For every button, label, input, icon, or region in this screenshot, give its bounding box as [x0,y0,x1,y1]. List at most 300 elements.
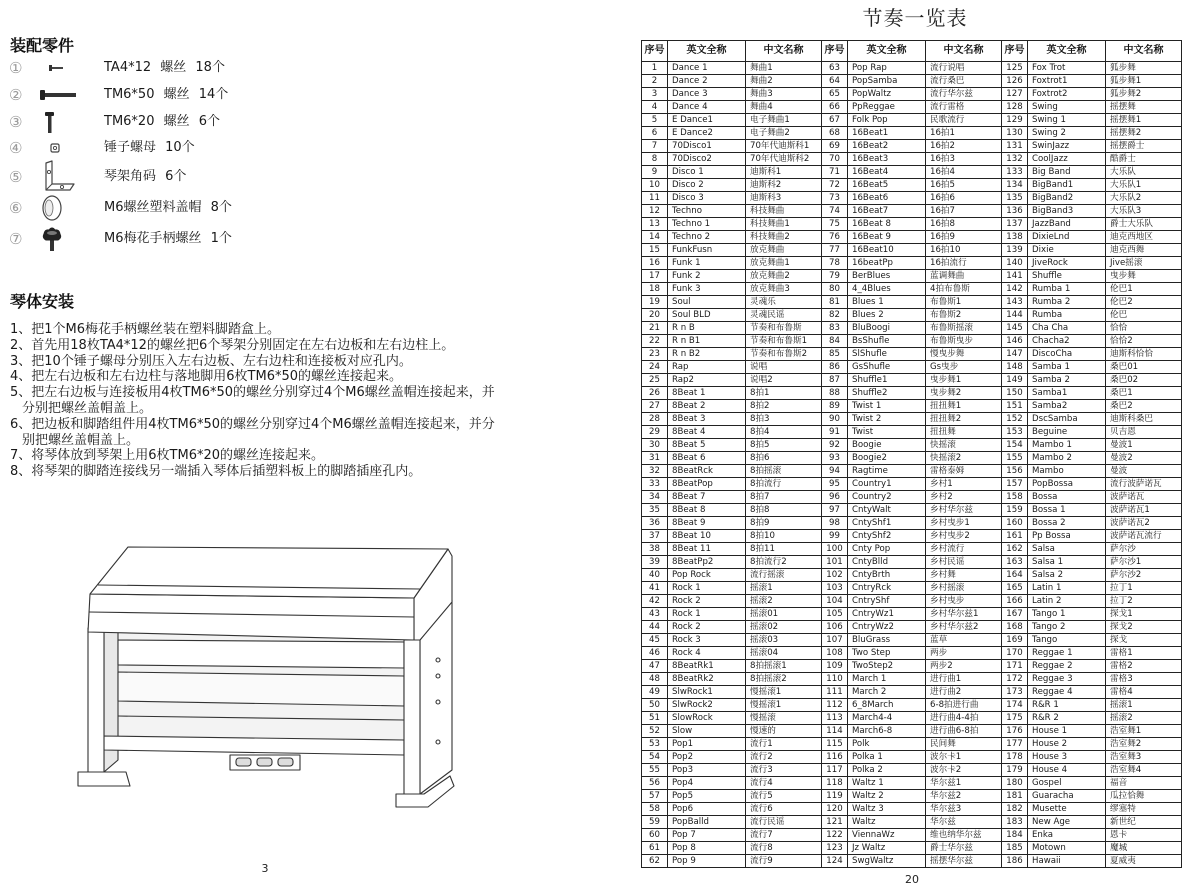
rhythm-english-name: R&R 1 [1028,699,1106,712]
rhythm-english-name: Rumba 1 [1028,283,1106,296]
rhythm-english-name: CntryWz1 [848,608,926,621]
rhythm-number: 137 [1002,218,1028,231]
rhythm-chinese-name: 迪斯科恰恰 [1106,348,1182,361]
rhythm-chinese-name: 缪塞特 [1106,803,1182,816]
rhythm-chinese-name: 8拍9 [746,517,822,530]
rhythm-english-name: Blues 1 [848,296,926,309]
table-row [642,569,1182,582]
rhythm-english-name: DixieLnd [1028,231,1106,244]
rhythm-chinese-name: 大乐队 [1106,166,1182,179]
rhythm-chinese-name: 摇摆舞 [1106,101,1182,114]
part-item [0,81,320,109]
rhythm-number: 150 [1002,387,1028,400]
table-row [642,88,1182,101]
rhythm-chinese-name: 16拍7 [926,205,1002,218]
table-row [642,608,1182,621]
rhythm-chinese-name: 流行3 [746,764,822,777]
rhythm-chinese-name: 爵士大乐队 [1106,218,1182,231]
rhythm-english-name: Rap [668,361,746,374]
rhythm-number: 62 [642,855,668,868]
part-item [0,134,320,162]
rhythm-chinese-name: 乡村曳步 [926,595,1002,608]
rhythm-number: 65 [822,88,848,101]
rhythm-chinese-name: 慢摇滚1 [746,699,822,712]
rhythm-number: 158 [1002,491,1028,504]
rhythm-english-name: TwoStep2 [848,660,926,673]
rhythm-english-name: 4_4Blues [848,283,926,296]
rhythm-number: 10 [642,179,668,192]
rhythm-chinese-name: 探戈2 [1106,621,1182,634]
table-row [642,270,1182,283]
rhythm-chinese-name: 4拍布鲁斯 [926,283,1002,296]
rhythm-number: 86 [822,361,848,374]
rhythm-english-name: 8BeatRk2 [668,673,746,686]
rhythm-english-name: Polk [848,738,926,751]
rhythm-number: 17 [642,270,668,283]
rhythm-number: 127 [1002,88,1028,101]
rhythm-english-name: Cnty Pop [848,543,926,556]
rhythm-english-name: Salsa [1028,543,1106,556]
rhythm-chinese-name: 摇滚2 [1106,712,1182,725]
rhythm-english-name: Funk 1 [668,257,746,270]
rhythm-english-name: Dance 4 [668,101,746,114]
table-row [642,530,1182,543]
rhythm-chinese-name: 扭扭舞1 [926,400,1002,413]
rhythm-english-name: 8Beat 5 [668,439,746,452]
rhythm-english-name: Boogie [848,439,926,452]
rhythm-number: 9 [642,166,668,179]
part-item [0,194,320,222]
rhythm-number: 12 [642,205,668,218]
rhythm-english-name: PopBalld [668,816,746,829]
rhythm-english-name: CntyBrth [848,569,926,582]
rhythm-number: 122 [822,829,848,842]
rhythm-chinese-name: 16拍3 [926,153,1002,166]
rhythm-english-name: SlwRock1 [668,686,746,699]
table-row [642,725,1182,738]
rhythm-chinese-name: 慢曳步舞 [926,348,1002,361]
rhythm-chinese-name: 贝吉恩 [1106,426,1182,439]
rhythm-chinese-name: 流行8 [746,842,822,855]
rhythm-english-name: Twist 1 [848,400,926,413]
plastic-cap-icon [36,194,80,222]
rhythm-english-name: Pop 8 [668,842,746,855]
rhythm-number: 49 [642,686,668,699]
rhythm-number: 95 [822,478,848,491]
left-page [0,0,590,889]
rhythm-english-name: FunkFusn [668,244,746,257]
rhythm-english-name: CntryWz2 [848,621,926,634]
rhythm-english-name: Tango 2 [1028,621,1106,634]
rhythm-number: 47 [642,660,668,673]
rhythm-number: 38 [642,543,668,556]
rhythm-english-name: Soul [668,296,746,309]
rhythm-english-name: E Dance2 [668,127,746,140]
rhythm-number: 16 [642,257,668,270]
rhythm-number: 5 [642,114,668,127]
rhythm-number: 58 [642,803,668,816]
rhythm-english-name: Country2 [848,491,926,504]
rhythm-english-name: Samba2 [1028,400,1106,413]
rhythm-chinese-name: 摇滚01 [746,608,822,621]
rhythm-number: 183 [1002,816,1028,829]
rhythm-number: 139 [1002,244,1028,257]
table-row [642,699,1182,712]
rhythm-number: 145 [1002,322,1028,335]
rhythm-english-name: DscSamba [1028,413,1106,426]
rhythm-english-name: DiscoCha [1028,348,1106,361]
rhythm-english-name: Guaracha [1028,790,1106,803]
rhythm-english-name: Foxtrot2 [1028,88,1106,101]
rhythm-number: 186 [1002,855,1028,868]
rhythm-number: 176 [1002,725,1028,738]
table-row [642,517,1182,530]
rhythm-chinese-name: 8拍10 [746,530,822,543]
table-row [642,556,1182,569]
rhythm-number: 114 [822,725,848,738]
rhythm-number: 129 [1002,114,1028,127]
rhythm-english-name: Swing 2 [1028,127,1106,140]
rhythm-number: 155 [1002,452,1028,465]
rhythm-number: 160 [1002,517,1028,530]
table-row [642,426,1182,439]
rhythm-number: 102 [822,569,848,582]
rhythm-english-name: Rock 2 [668,621,746,634]
table-row [642,439,1182,452]
rhythm-english-name: BigBand3 [1028,205,1106,218]
rhythm-number: 111 [822,686,848,699]
rhythm-number: 117 [822,764,848,777]
rhythm-english-name: Tango [1028,634,1106,647]
rhythm-number: 43 [642,608,668,621]
rhythm-english-name: 16Beat6 [848,192,926,205]
rhythm-number: 8 [642,153,668,166]
rhythm-chinese-name: 8拍摇滚1 [746,660,822,673]
rhythm-chinese-name: 雷格3 [1106,673,1182,686]
rhythm-english-name: Pp Bossa [1028,530,1106,543]
page-number: 20 [905,873,919,886]
rhythm-english-name: Rock 3 [668,634,746,647]
rhythm-chinese-name: 探戈 [1106,634,1182,647]
rhythm-number: 85 [822,348,848,361]
rhythm-number: 167 [1002,608,1028,621]
rhythm-number: 67 [822,114,848,127]
rhythm-chinese-name: 大乐队1 [1106,179,1182,192]
rhythm-english-name: Dance 2 [668,75,746,88]
rhythm-chinese-name: 乡村曳步2 [926,530,1002,543]
rhythm-english-name: March 2 [848,686,926,699]
rhythm-number: 149 [1002,374,1028,387]
table-row [642,673,1182,686]
rhythm-chinese-name: 乡村流行 [926,543,1002,556]
rhythm-english-name: SlShufle [848,348,926,361]
rhythm-chinese-name: 摇滚1 [746,582,822,595]
assembly-step: 1、把1个M6梅花手柄螺丝装在塑料脚踏盒上。 [10,322,281,337]
table-row [642,712,1182,725]
rhythm-chinese-name: 8拍5 [746,439,822,452]
table-row [642,829,1182,842]
rhythm-chinese-name: 探戈1 [1106,608,1182,621]
rhythm-english-name: Samba 2 [1028,374,1106,387]
rhythm-number: 45 [642,634,668,647]
rhythm-english-name: Blues 2 [848,309,926,322]
rhythm-english-name: Gospel [1028,777,1106,790]
table-row [642,101,1182,114]
rhythm-chinese-name: 蓝调舞曲 [926,270,1002,283]
rhythm-chinese-name: 桑巴02 [1106,374,1182,387]
rhythm-chinese-name: 流行雷格 [926,101,1002,114]
rhythm-chinese-name: 乡村民谣 [926,556,1002,569]
rhythm-english-name: 16Beat4 [848,166,926,179]
rhythm-english-name: BluGrass [848,634,926,647]
rhythm-chinese-name: 节奏和布鲁斯 [746,322,822,335]
rhythm-chinese-name: 迪斯科桑巴 [1106,413,1182,426]
rhythm-english-name: Soul BLD [668,309,746,322]
rhythm-english-name: 8Beat 10 [668,530,746,543]
rhythm-number: 25 [642,374,668,387]
assembly-step: 5、把左右边板与连接板用4枚TM6*50的螺丝分别穿过4个M6螺丝盖帽连接起来，并分别把螺丝盖帽盖上。 [10,385,495,416]
rhythm-number: 83 [822,322,848,335]
rhythm-chinese-name: 伦巴 [1106,309,1182,322]
rhythm-chinese-name: 舞曲2 [746,75,822,88]
rhythm-number: 7 [642,140,668,153]
rhythm-number: 51 [642,712,668,725]
assembly-step: 8、将琴架的脚踏连接线另一端插入琴体后插塑料板上的脚踏插座孔内。 [10,464,422,480]
rhythm-number: 121 [822,816,848,829]
rhythm-number: 151 [1002,400,1028,413]
table-row [642,686,1182,699]
table-row [642,621,1182,634]
rhythm-chinese-name: 灵魂乐 [746,296,822,309]
rhythm-number: 112 [822,699,848,712]
table-row [642,179,1182,192]
table-row [642,231,1182,244]
rhythm-english-name: 70Disco2 [668,153,746,166]
rhythm-number: 13 [642,218,668,231]
rhythm-chinese-name: 乡村曳步1 [926,517,1002,530]
rhythm-chinese-name: Gs曳步 [926,361,1002,374]
table-row [642,374,1182,387]
rhythm-chinese-name: 灵魂民谣 [746,309,822,322]
knob-screw-icon [36,225,80,253]
rhythm-number: 168 [1002,621,1028,634]
table-row [642,777,1182,790]
rhythm-number: 148 [1002,361,1028,374]
rhythm-number: 72 [822,179,848,192]
rhythm-chinese-name: 桑巴1 [1106,387,1182,400]
rhythm-chinese-name: 舞曲3 [746,88,822,101]
rhythm-english-name: BerBlues [848,270,926,283]
hammer-nut-icon [36,134,80,162]
table-row [642,75,1182,88]
rhythm-number: 153 [1002,426,1028,439]
page-title: 节奏一览表 [862,6,968,30]
rhythm-number: 70 [822,153,848,166]
rhythm-number: 84 [822,335,848,348]
rhythm-chinese-name: 爵士华尔兹 [926,842,1002,855]
rhythm-chinese-name: 快摇滚 [926,439,1002,452]
rhythm-english-name: 8Beat 8 [668,504,746,517]
table-body [642,62,1182,868]
rhythm-chinese-name: 乡村华尔兹 [926,504,1002,517]
rhythm-number: 105 [822,608,848,621]
rhythm-chinese-name: 70年代迪斯科2 [746,153,822,166]
rhythm-number: 41 [642,582,668,595]
rhythm-number: 24 [642,361,668,374]
rhythm-chinese-name: 浩室舞1 [1106,725,1182,738]
rhythm-number: 23 [642,348,668,361]
table-row [642,803,1182,816]
rhythm-english-name: Salsa 1 [1028,556,1106,569]
long-bolt-icon [36,81,80,109]
rhythm-number: 75 [822,218,848,231]
page-number: 3 [261,862,269,875]
rhythm-english-name: Techno 2 [668,231,746,244]
rhythm-chinese-name: 流行说唱 [926,62,1002,75]
rhythm-chinese-name: 桑巴2 [1106,400,1182,413]
rhythm-number: 74 [822,205,848,218]
rhythm-number: 169 [1002,634,1028,647]
rhythm-number: 147 [1002,348,1028,361]
rhythm-english-name: Foxtrot1 [1028,75,1106,88]
rhythm-number: 34 [642,491,668,504]
rhythm-number: 146 [1002,335,1028,348]
rhythm-chinese-name: 说唱 [746,361,822,374]
rhythm-english-name: Pop Rock [668,569,746,582]
rhythm-english-name: Two Step [848,647,926,660]
rhythm-english-name: Disco 1 [668,166,746,179]
rhythm-chinese-name: 乡村华尔兹2 [926,621,1002,634]
rhythm-chinese-name: 波尔卡1 [926,751,1002,764]
rhythm-chinese-name: 伦巴1 [1106,283,1182,296]
rhythm-english-name: Bossa [1028,491,1106,504]
rhythm-number: 46 [642,647,668,660]
rhythm-english-name: 8Beat 2 [668,400,746,413]
rhythm-number: 118 [822,777,848,790]
rhythm-chinese-name: 狐步舞2 [1106,88,1182,101]
rhythm-english-name: Mambo 1 [1028,439,1106,452]
rhythm-english-name: House 4 [1028,764,1106,777]
rhythm-number: 21 [642,322,668,335]
rhythm-english-name: R n B1 [668,335,746,348]
rhythm-english-name: Rumba 2 [1028,296,1106,309]
rhythm-chinese-name: 流行华尔兹 [926,88,1002,101]
rhythm-number: 108 [822,647,848,660]
rhythm-number: 69 [822,140,848,153]
rhythm-number: 107 [822,634,848,647]
rhythm-english-name: Pop6 [668,803,746,816]
rhythm-number: 66 [822,101,848,114]
rhythm-number: 142 [1002,283,1028,296]
rhythm-number: 40 [642,569,668,582]
assembly-step: 4、把左右边板和左右边柱与落地脚用6枚TM6*50的螺丝连接起来。 [10,369,403,385]
rhythm-number: 2 [642,75,668,88]
rhythm-english-name: Reggae 2 [1028,660,1106,673]
rhythm-english-name: 6_8March [848,699,926,712]
rhythm-chinese-name: Jive摇滚 [1106,257,1182,270]
rhythm-chinese-name: 流行民谣 [746,816,822,829]
rhythm-english-name: Disco 2 [668,179,746,192]
rhythm-number: 53 [642,738,668,751]
assembly-step: 3、把10个锤子螺母分别压入左右边板、左右边柱和连接板对应孔内。 [10,353,412,369]
rhythm-chinese-name: 华尔兹2 [926,790,1002,803]
rhythm-number: 135 [1002,192,1028,205]
rhythm-number: 71 [822,166,848,179]
rhythm-chinese-name: 8拍摇滚 [746,465,822,478]
rhythm-number: 1 [642,62,668,75]
rhythm-number: 11 [642,192,668,205]
table-row [642,855,1182,868]
rhythm-chinese-name: 乡村舞 [926,569,1002,582]
rhythm-english-name: CntyShf1 [848,517,926,530]
table-row [642,127,1182,140]
part-marker: ② [9,86,23,104]
rhythm-chinese-name: 民歌流行 [926,114,1002,127]
rhythm-english-name: 8Beat 11 [668,543,746,556]
rhythm-english-name: Swing [1028,101,1106,114]
rhythm-chinese-name: 慢摇滚 [746,712,822,725]
rhythm-number: 92 [822,439,848,452]
table-row [642,816,1182,829]
part-label: TA4*12 螺丝 18个 [104,60,225,75]
rhythm-english-name: 16Beat 8 [848,218,926,231]
rhythm-number: 152 [1002,413,1028,426]
rhythm-english-name: Rap2 [668,374,746,387]
rhythm-english-name: Rock 4 [668,647,746,660]
header-chinese-name: 中文名称 [1106,41,1182,62]
rhythm-chinese-name: 波尔卡2 [926,764,1002,777]
part-marker: ① [9,59,23,77]
rhythm-number: 173 [1002,686,1028,699]
rhythm-chinese-name: 波萨诺瓦1 [1106,504,1182,517]
rhythm-english-name: Cha Cha [1028,322,1106,335]
rhythm-english-name: Polka 2 [848,764,926,777]
rhythm-chinese-name: 狐步舞 [1106,62,1182,75]
rhythm-chinese-name: 摇滚2 [746,595,822,608]
rhythm-chinese-name: 伦巴2 [1106,296,1182,309]
rhythm-chinese-name: 乡村华尔兹1 [926,608,1002,621]
rhythm-english-name: Folk Pop [848,114,926,127]
rhythm-chinese-name: 萨尔沙 [1106,543,1182,556]
rhythm-chinese-name: 流行1 [746,738,822,751]
rhythm-english-name: R n B2 [668,348,746,361]
rhythm-number: 63 [822,62,848,75]
rhythm-english-name: CntyWalt [848,504,926,517]
digital-piano-illustration [70,535,470,815]
rhythm-english-name: 16Beat2 [848,140,926,153]
rhythm-chinese-name: 布鲁斯1 [926,296,1002,309]
rhythm-english-name: Pop4 [668,777,746,790]
rhythm-number: 133 [1002,166,1028,179]
rhythm-chinese-name: 浩室舞4 [1106,764,1182,777]
rhythm-chinese-name: 科技舞曲1 [746,218,822,231]
rhythm-chinese-name: 民间舞 [926,738,1002,751]
rhythm-number: 29 [642,426,668,439]
rhythm-english-name: CoolJazz [1028,153,1106,166]
rhythm-number: 162 [1002,543,1028,556]
rhythm-chinese-name: 两步2 [926,660,1002,673]
table-row [642,595,1182,608]
rhythm-number: 138 [1002,231,1028,244]
rhythm-english-name: SwgWaltz [848,855,926,868]
rhythm-chinese-name: 维也纳华尔兹 [926,829,1002,842]
rhythm-chinese-name: 波萨诺瓦2 [1106,517,1182,530]
rhythm-chinese-name: 华尔兹 [926,816,1002,829]
rhythm-chinese-name: 迪斯科3 [746,192,822,205]
rhythm-number: 97 [822,504,848,517]
rhythm-number: 161 [1002,530,1028,543]
rhythm-number: 6 [642,127,668,140]
